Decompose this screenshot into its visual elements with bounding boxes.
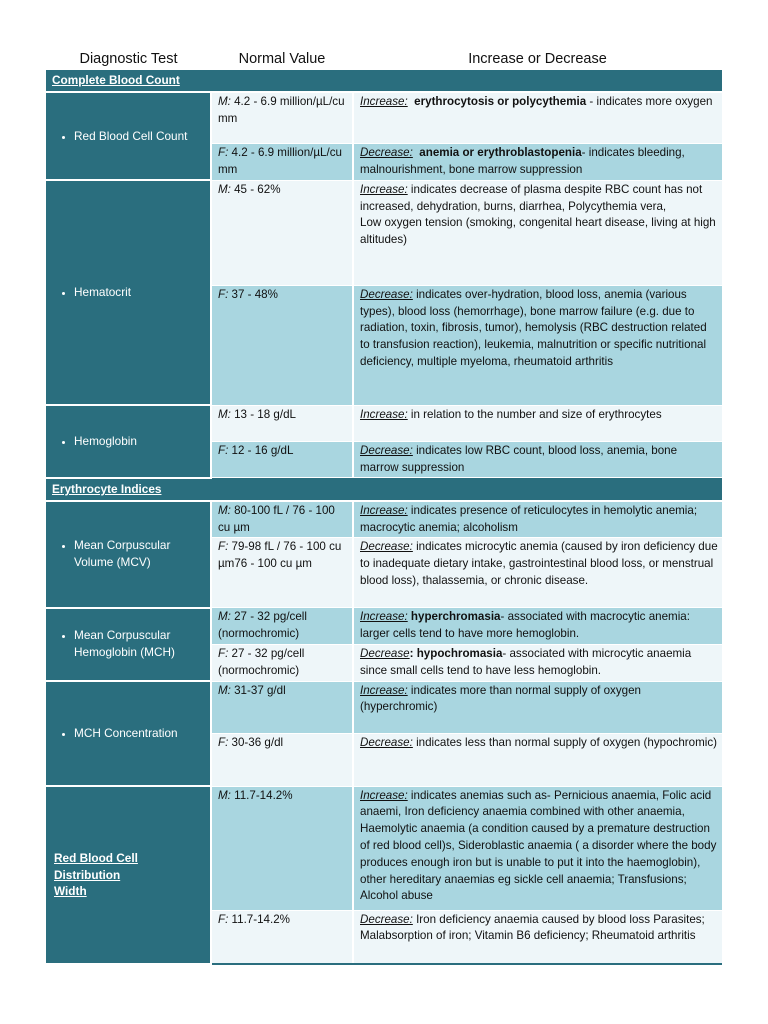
normal-value-cell xyxy=(211,644,353,681)
section-title-indices: Erythrocyte Indices xyxy=(52,481,162,496)
increase-label: Increase: xyxy=(360,503,408,517)
female-label: F: xyxy=(218,646,229,660)
increase-term: erythrocytosis or polycythemia xyxy=(414,94,587,108)
test-name-mch: • Mean Corpuscular Hemoglobin (MCH) xyxy=(74,627,206,661)
section-title-cbc: Complete Blood Count xyxy=(52,73,180,87)
table-row xyxy=(46,180,722,285)
decrease-text: - indicates bleeding, malnourishment, bone marrow suppression xyxy=(360,146,685,177)
test-name-hct: • Hematocrit xyxy=(74,284,206,301)
normal-value-cell xyxy=(211,733,353,786)
increase-cell xyxy=(353,681,722,733)
table-row xyxy=(46,405,722,441)
test-name-cell xyxy=(46,608,211,681)
test-name-cell xyxy=(46,405,211,478)
female-value: 30-36 g/dl xyxy=(228,735,284,749)
increase-text: - associated with macrocytic anemia: larger cells tend to have more hemoglobin. xyxy=(360,610,690,641)
decrease-label: Decrease: xyxy=(360,912,413,926)
female-value: 79-98 fL / 76 - 100 cu µm76 - 100 cu µm xyxy=(218,540,342,571)
normal-value-cell xyxy=(211,681,353,733)
male-value: 13 - 18 g/dL xyxy=(230,407,296,421)
test-name-cell xyxy=(46,180,211,405)
decrease-text: indicates less than normal supply of oxygen (hypochromic) xyxy=(412,735,718,749)
increase-text: indicates decrease of plasma despite RBC count has not increased, dehydration, burns, diarrhea, Polycythemia vera, xyxy=(360,182,703,213)
col-header-change: Increase or Decrease xyxy=(353,48,722,70)
decrease-cell xyxy=(353,910,722,964)
female-value: 11.7-14.2% xyxy=(228,912,290,926)
table-header-row xyxy=(46,48,722,70)
male-label: M: xyxy=(218,683,231,697)
increase-text: - indicates more oxygen xyxy=(586,94,713,108)
table-row xyxy=(46,608,722,645)
normal-value-cell xyxy=(211,144,353,181)
normal-value-cell xyxy=(211,180,353,285)
female-value: 4.2 - 6.9 million/µL/cu mm xyxy=(218,146,342,177)
decrease-label: Decrease xyxy=(360,646,410,660)
male-value: 27 - 32 pg/cell (normochromic) xyxy=(218,610,307,641)
increase-label: Increase: xyxy=(360,788,408,802)
decrease-label: Decrease: xyxy=(360,443,413,457)
normal-value-cell xyxy=(211,910,353,964)
increase-cell xyxy=(353,501,722,538)
male-label: M: xyxy=(218,610,231,624)
test-name-rbc: • Red Blood Cell Count xyxy=(74,128,206,145)
decrease-term: anemia or erythroblastopenia xyxy=(419,146,582,160)
document-page xyxy=(46,48,722,965)
decrease-term: : hypochromasia xyxy=(409,646,503,660)
decrease-text: - associated with microcytic anaemia since small cells tend to have less hemoglobin. xyxy=(360,646,692,677)
decrease-cell xyxy=(353,644,722,681)
male-label: M: xyxy=(218,407,231,421)
table-row xyxy=(46,92,722,144)
increase-label: Increase: xyxy=(360,407,408,421)
female-label: F: xyxy=(218,735,229,749)
decrease-cell xyxy=(353,285,722,405)
female-label: F: xyxy=(218,287,229,301)
increase-text: indicates more than normal supply of oxygen (hyperchromic) xyxy=(360,683,641,714)
decrease-text: indicates low RBC count, blood loss, anemia, bone marrow suppression xyxy=(360,443,678,474)
female-label: F: xyxy=(218,912,229,926)
increase-cell xyxy=(353,92,722,144)
female-label: F: xyxy=(218,146,229,160)
male-value: 45 - 62% xyxy=(230,182,281,196)
male-value: 80-100 fL / 76 - 100 cu µm xyxy=(218,503,335,534)
normal-value-cell xyxy=(211,538,353,608)
increase-text: indicates presence of reticulocytes in hemolytic anemia; macrocytic anemia; alcoholism xyxy=(360,503,698,534)
decrease-text: indicates microcytic anemia (caused by iron deficiency due to inadequate dietary intake, gastrointestinal blood loss, or menstrual blood loss), thalassemia, or chronic disease. xyxy=(360,540,718,587)
male-value: 31-37 g/dl xyxy=(230,683,286,697)
col-header-normal: Normal Value xyxy=(211,48,353,70)
test-name-rdw: Red Blood Cell Distribution Width xyxy=(54,850,138,899)
test-name-cell xyxy=(46,501,211,608)
increase-text: indicates anemias such as- Pernicious anaemia, Folic acid anaemi, Iron deficiency anaemia combined with other anaemia, Haemolytic anaemia (a condition caused by a premature destruction of red blood cell)s, Sideroblastic anaemia ( a disorder where the body produces enough iron but is unable to put it into the haemoglobin), other hereditary anaemias eg sickle cell anaemia; Transfusions; Alcohol abuse xyxy=(360,788,717,903)
increase-label: Increase: xyxy=(360,94,408,108)
increase-text: in relation to the number and size of erythrocytes xyxy=(407,407,662,421)
decrease-cell xyxy=(353,538,722,608)
decrease-cell xyxy=(353,144,722,181)
increase-cell xyxy=(353,786,722,910)
test-name-cell xyxy=(46,681,211,786)
normal-value-cell xyxy=(211,608,353,645)
decrease-label: Decrease: xyxy=(360,540,413,554)
female-value: 12 - 16 g/dL xyxy=(228,443,294,457)
diagnostic-table xyxy=(46,48,722,965)
decrease-label: Decrease: xyxy=(360,735,413,749)
normal-value-cell xyxy=(211,405,353,441)
female-value: 37 - 48% xyxy=(228,287,278,301)
test-name-mcv: • Mean Corpuscular Volume (MCV) xyxy=(74,537,206,571)
male-value: 11.7-14.2% xyxy=(230,788,293,802)
normal-value-cell xyxy=(211,786,353,910)
female-label: F: xyxy=(218,443,229,457)
table-row xyxy=(46,501,722,538)
increase-cell xyxy=(353,180,722,285)
test-name-mchc: • MCH Concentration xyxy=(74,725,206,742)
test-name-cell xyxy=(46,786,211,964)
decrease-text: indicates over-hydration, blood loss, anemia (various types), blood loss (hemorrhage), bone marrow failure (e.g. due to radiation, toxin, fibrosis, tumor), hemolysis (RBC destruction related to transfusion reaction), leukemia, malnutrition or specific nutritional deficiency, multiple myeloma, rheumatoid arthritis xyxy=(360,287,707,369)
increase-label: Increase: xyxy=(360,182,408,196)
male-label: M: xyxy=(218,182,231,196)
decrease-label: Decrease: xyxy=(360,146,413,160)
male-label: M: xyxy=(218,503,231,517)
normal-value-cell xyxy=(211,285,353,405)
decrease-cell xyxy=(353,733,722,786)
female-value: 27 - 32 pg/cell (normochromic) xyxy=(218,646,305,677)
normal-value-cell xyxy=(211,501,353,538)
increase-text-2: Low oxygen tension (smoking, congenital heart disease, living at high altitudes) xyxy=(360,216,716,247)
male-label: M: xyxy=(218,788,231,802)
section-row-indices xyxy=(46,478,722,501)
decrease-cell xyxy=(353,441,722,478)
table-row xyxy=(46,786,722,910)
female-label: F: xyxy=(218,540,229,554)
increase-label: Increase: xyxy=(360,683,408,697)
decrease-text: Iron deficiency anaemia caused by blood loss Parasites; Malabsorption of iron; Vitamin B6 deficiency; Rheumatoid arthritis xyxy=(360,912,705,943)
col-header-test: Diagnostic Test xyxy=(46,48,211,70)
table-row xyxy=(46,681,722,733)
increase-label: Increase: xyxy=(360,610,408,624)
male-label: M: xyxy=(218,94,231,108)
decrease-label: Decrease: xyxy=(360,287,413,301)
male-value: 4.2 - 6.9 million/µL/cu mm xyxy=(218,94,345,125)
increase-term: hyperchromasia xyxy=(407,610,501,624)
normal-value-cell xyxy=(211,92,353,144)
test-name-cell xyxy=(46,92,211,181)
normal-value-cell xyxy=(211,441,353,478)
increase-cell xyxy=(353,405,722,441)
increase-cell xyxy=(353,608,722,645)
test-name-hgb: • Hemoglobin xyxy=(74,433,206,450)
section-row-cbc xyxy=(46,70,722,92)
